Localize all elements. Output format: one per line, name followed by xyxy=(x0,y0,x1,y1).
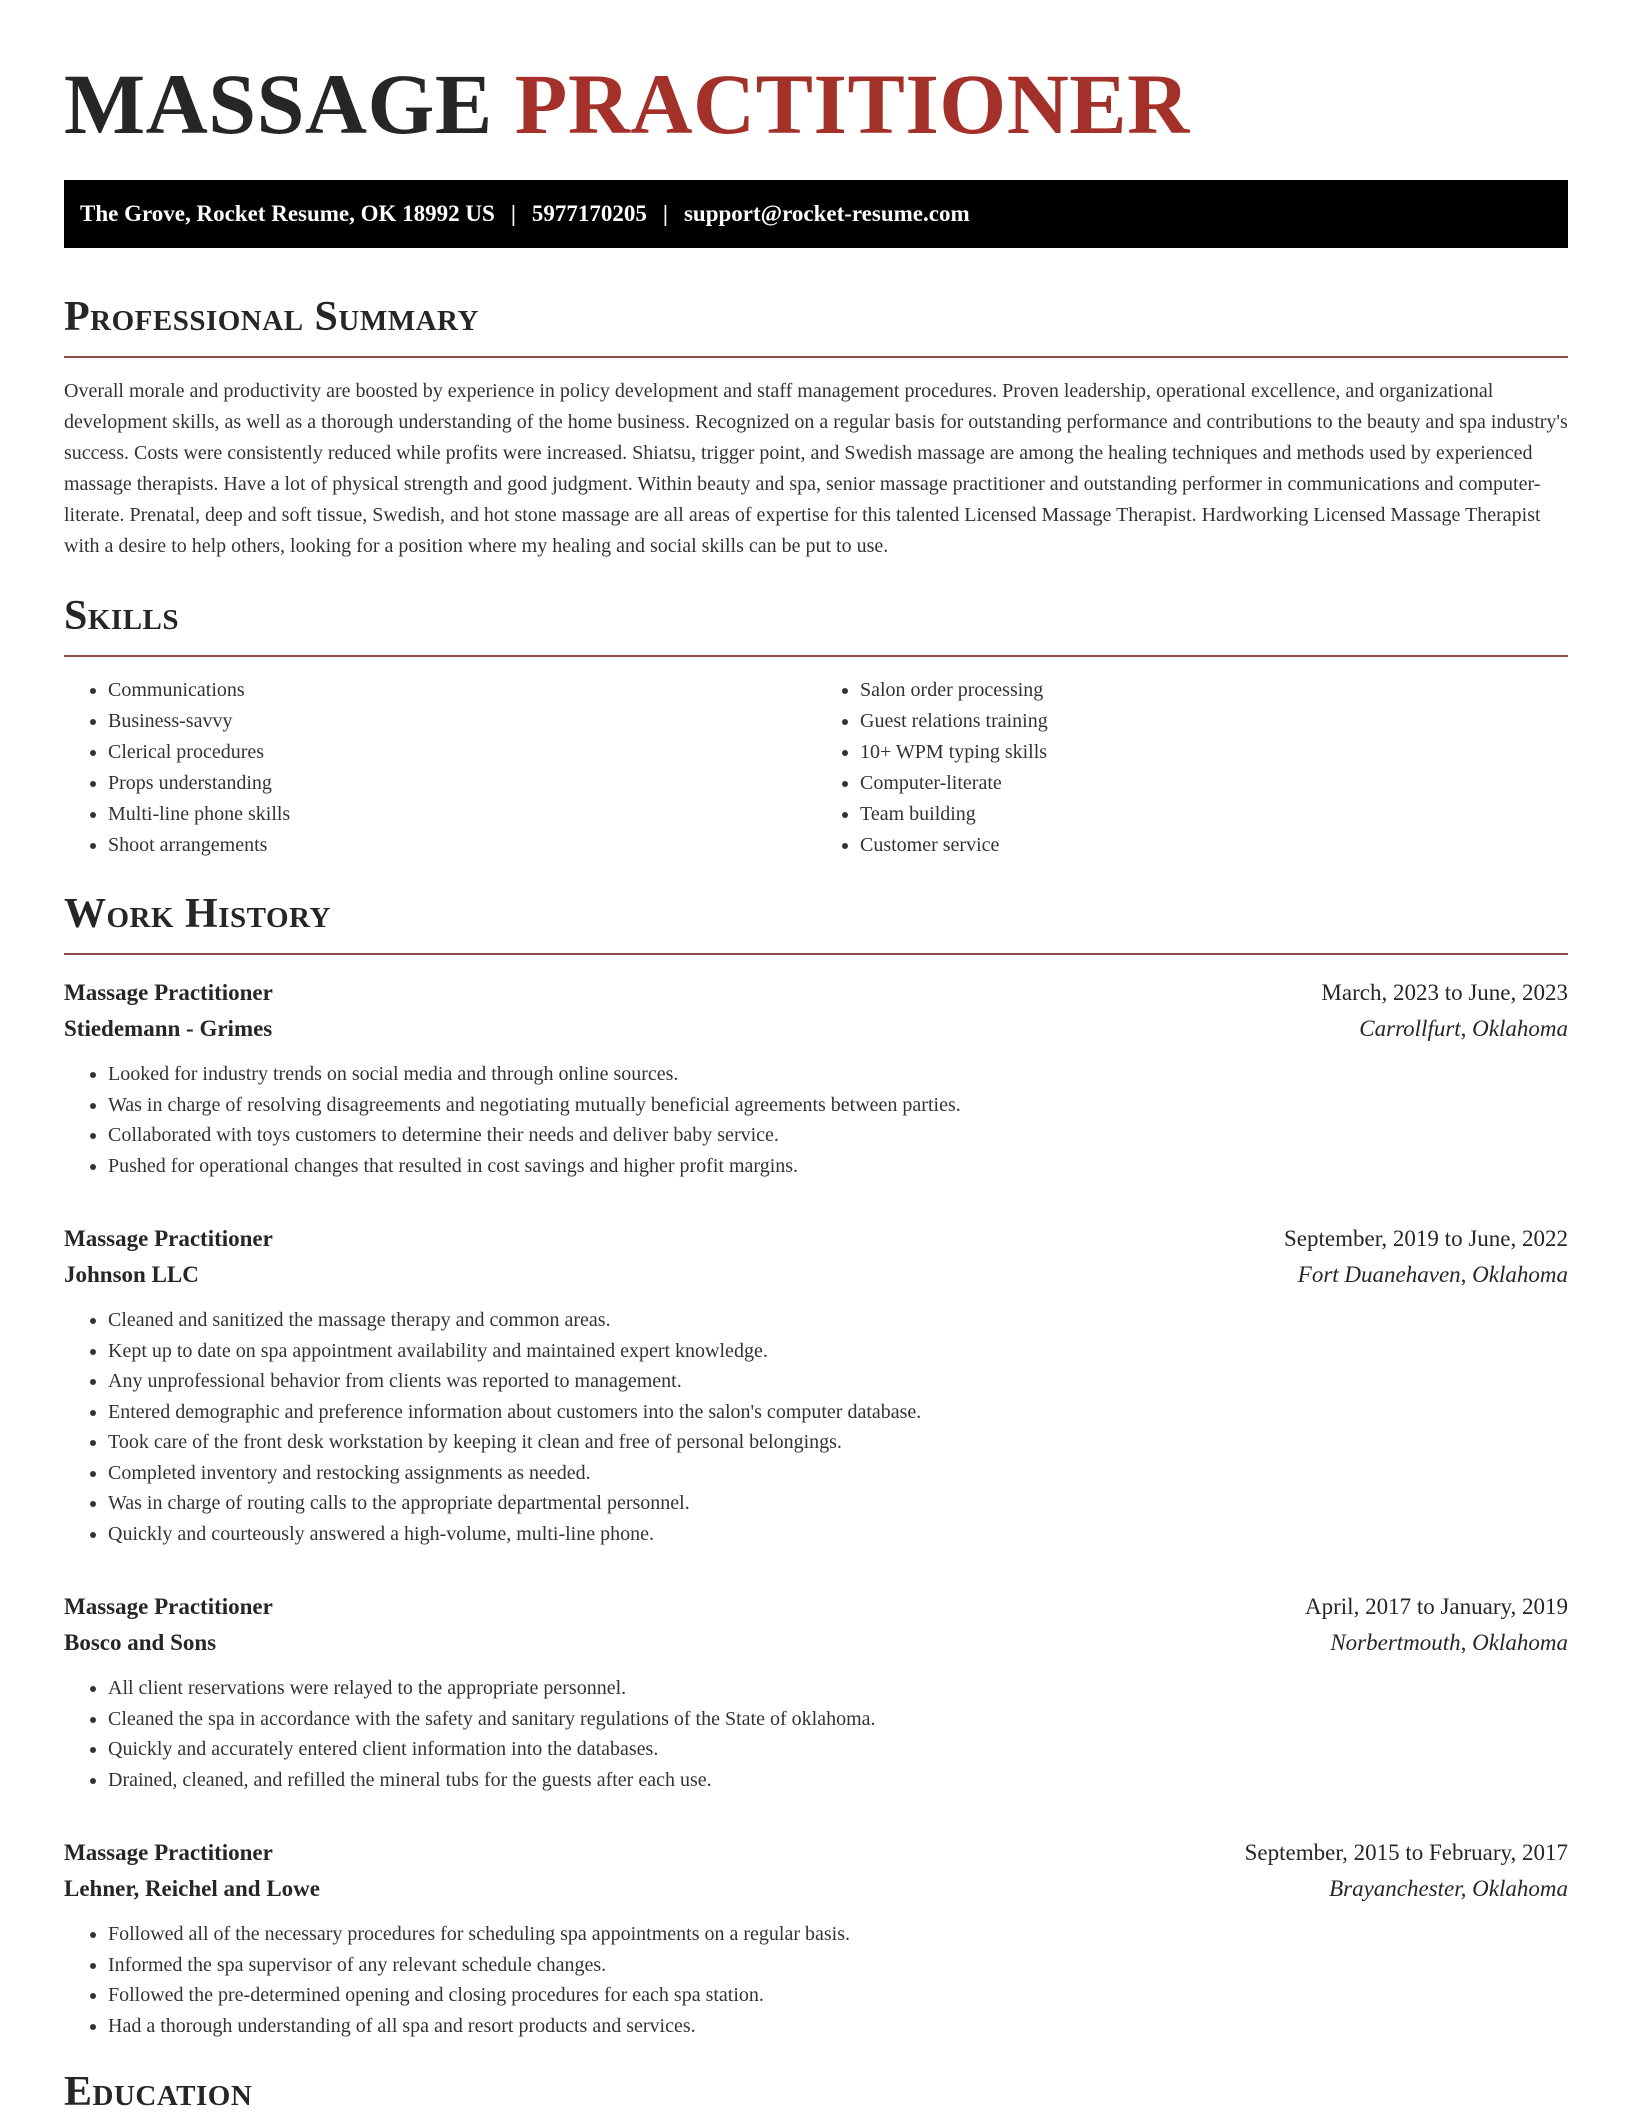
professional-summary-section xyxy=(64,292,1568,562)
skill-item: • Props understanding xyxy=(108,768,816,799)
skills-section xyxy=(64,591,1568,861)
job-bullet: • Was in charge of routing calls to the appropriate departmental personnel. xyxy=(108,1488,1568,1519)
section-divider xyxy=(64,953,1568,955)
job-bullet: • Collaborated with toys customers to determine their needs and deliver baby service. xyxy=(108,1120,1568,1151)
job-company-row xyxy=(64,1011,1568,1047)
job-location: Fort Duanehaven, Oklahoma xyxy=(1297,1262,1568,1287)
skill-item: • Team building xyxy=(860,799,1568,830)
job-bullet: • Followed the pre-determined opening and closing procedures for each spa station. xyxy=(108,1980,1568,2011)
job-bullet: • Any unprofessional behavior from clients was reported to management. xyxy=(108,1366,1568,1397)
job-location: Carrollfurt, Oklahoma xyxy=(1359,1016,1568,1041)
job-title: Massage Practitioner xyxy=(64,1226,273,1251)
job-bullet-list xyxy=(64,1673,1568,1795)
job-company: Stiedemann - Grimes xyxy=(64,1016,273,1041)
job-bullet: • Looked for industry trends on social media and through online sources. xyxy=(108,1059,1568,1090)
job-bullet: • Was in charge of resolving disagreements and negotiating mutually beneficial agreements between parties. xyxy=(108,1090,1568,1121)
job-header-row xyxy=(64,975,1568,1011)
contact-bar xyxy=(64,180,1568,248)
job-bullet: • Completed inventory and restocking assignments as needed. xyxy=(108,1458,1568,1489)
job-title: Massage Practitioner xyxy=(64,1840,273,1865)
section-title-summary: Professional Summary xyxy=(64,294,479,340)
resume-name-heading xyxy=(64,58,1568,150)
contact-address: The Grove, Rocket Resume, OK 18992 US xyxy=(80,201,495,226)
section-divider xyxy=(64,356,1568,358)
job-entry xyxy=(64,1835,1568,2041)
job-header-row xyxy=(64,1221,1568,1257)
contact-email: support@rocket-resume.com xyxy=(683,201,970,226)
skills-grid xyxy=(64,675,1568,861)
name-last: PRACTITIONER xyxy=(514,56,1190,152)
job-title: Massage Practitioner xyxy=(64,1594,273,1619)
contact-phone: 5977170205 xyxy=(531,201,647,226)
skill-item: • Multi-line phone skills xyxy=(108,799,816,830)
job-bullet: • Took care of the front desk workstation by keeping it clean and free of personal belongings. xyxy=(108,1427,1568,1458)
job-company: Johnson LLC xyxy=(64,1262,199,1287)
skill-item: • 10+ WPM typing skills xyxy=(860,737,1568,768)
job-dates: March, 2023 to June, 2023 xyxy=(1321,980,1568,1005)
section-title-work-history: Work History xyxy=(64,891,331,937)
skill-item: • Guest relations training xyxy=(860,706,1568,737)
skills-column-right xyxy=(816,675,1568,861)
skill-item: • Business-savvy xyxy=(108,706,816,737)
job-title: Massage Practitioner xyxy=(64,980,273,1005)
skill-item: • Shoot arrangements xyxy=(108,830,816,861)
job-bullet: • Drained, cleaned, and refilled the mineral tubs for the guests after each use. xyxy=(108,1765,1568,1796)
job-header-row xyxy=(64,1835,1568,1871)
job-location: Norbertmouth, Oklahoma xyxy=(1330,1630,1568,1655)
section-title-skills: Skills xyxy=(64,593,180,639)
job-bullet-list xyxy=(64,1305,1568,1549)
skill-item: • Salon order processing xyxy=(860,675,1568,706)
job-bullet: • All client reservations were relayed to the appropriate personnel. xyxy=(108,1673,1568,1704)
job-dates: September, 2015 to February, 2017 xyxy=(1244,1840,1568,1865)
education-section xyxy=(64,2067,1568,2117)
work-history-section xyxy=(64,889,1568,2041)
job-bullet: • Had a thorough understanding of all spa and resort products and services. xyxy=(108,2011,1568,2042)
job-dates: April, 2017 to January, 2019 xyxy=(1305,1594,1568,1619)
section-divider xyxy=(64,655,1568,657)
contact-separator: | xyxy=(662,201,668,226)
contact-separator: | xyxy=(510,201,516,226)
job-location: Brayanchester, Oklahoma xyxy=(1329,1876,1568,1901)
job-bullet: • Quickly and courteously answered a high-volume, multi-line phone. xyxy=(108,1519,1568,1550)
job-bullet: • Followed all of the necessary procedures for scheduling spa appointments on a regular basis. xyxy=(108,1919,1568,1950)
job-bullet: • Cleaned the spa in accordance with the safety and sanitary regulations of the State of oklahoma. xyxy=(108,1704,1568,1735)
job-bullet: • Entered demographic and preference information about customers into the salon's computer database. xyxy=(108,1397,1568,1428)
job-company-row xyxy=(64,1871,1568,1907)
job-bullet: • Pushed for operational changes that resulted in cost savings and higher profit margins. xyxy=(108,1151,1568,1182)
job-bullet: • Cleaned and sanitized the massage therapy and common areas. xyxy=(108,1305,1568,1336)
job-entry xyxy=(64,1589,1568,1795)
job-company-row xyxy=(64,1625,1568,1661)
skill-item: • Clerical procedures xyxy=(108,737,816,768)
summary-text: Overall morale and productivity are boosted by experience in policy development and staff management procedures. Proven leadership, operational excellence, and organizational development skills, as well as a thorough understanding of the home business. Recognized on a regular basis for outstanding performance and contributions to the beauty and spa industry's success. Costs were consistently reduced while profits were increased. Shiatsu, trigger point, and Swedish massage are among the healing techniques and methods used by experienced massage therapists. Have a lot of physical strength and good judgment. Within beauty and spa, senior massage practitioner and outstanding performer in communications and computer-literate. Prenatal, deep and soft tissue, Swedish, and hot stone massage are all areas of expertise for this talented Licensed Massage Therapist. Hardworking Licensed Massage Therapist with a desire to help others, looking for a position where my healing and social skills can be put to use. xyxy=(64,380,1568,557)
job-bullet: • Informed the spa supervisor of any relevant schedule changes. xyxy=(108,1950,1568,1981)
skill-item: • Computer-literate xyxy=(860,768,1568,799)
job-entry xyxy=(64,975,1568,1181)
job-entry xyxy=(64,1221,1568,1549)
job-bullet-list xyxy=(64,1919,1568,2041)
job-company: Lehner, Reichel and Lowe xyxy=(64,1876,320,1901)
job-bullet: • Kept up to date on spa appointment availability and maintained expert knowledge. xyxy=(108,1336,1568,1367)
skill-item: • Communications xyxy=(108,675,816,706)
job-bullet: • Quickly and accurately entered client information into the databases. xyxy=(108,1734,1568,1765)
job-header-row xyxy=(64,1589,1568,1625)
section-title-education: Education xyxy=(64,2069,253,2115)
skill-item: • Customer service xyxy=(860,830,1568,861)
job-bullet-list xyxy=(64,1059,1568,1181)
name-first: MASSAGE xyxy=(64,56,493,152)
job-company-row xyxy=(64,1257,1568,1293)
skills-column-left xyxy=(64,675,816,861)
job-dates: September, 2019 to June, 2022 xyxy=(1284,1226,1568,1251)
job-company: Bosco and Sons xyxy=(64,1630,217,1655)
